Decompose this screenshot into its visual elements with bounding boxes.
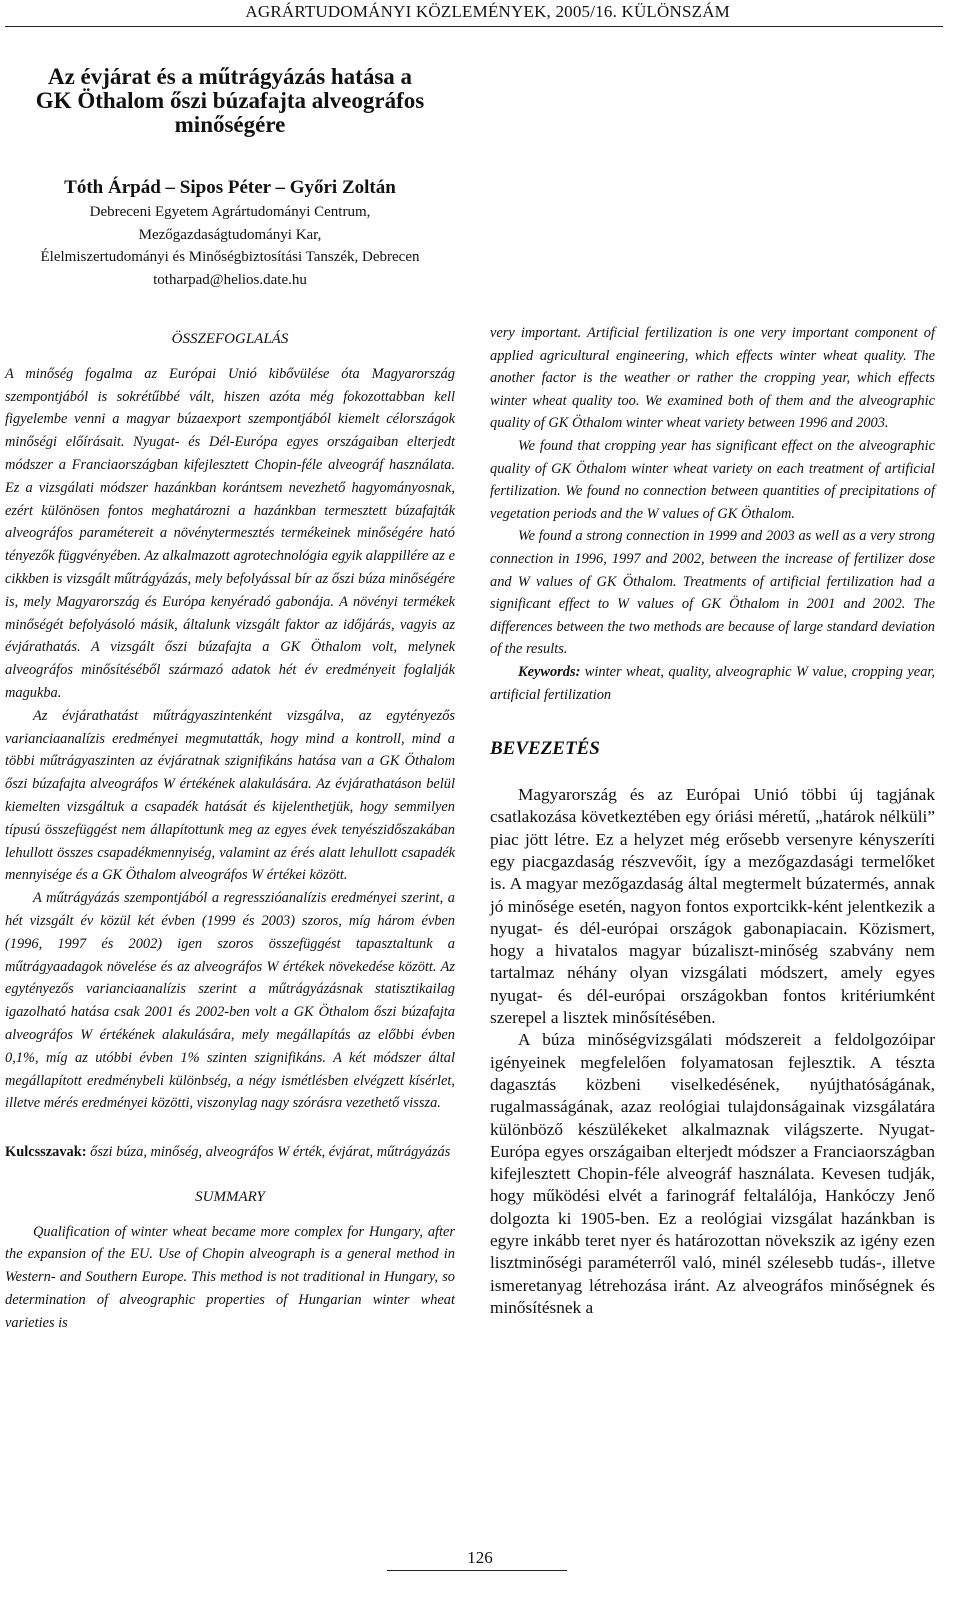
header-rule: [5, 26, 943, 27]
running-header: AGRÁRTUDOMÁNYI KÖZLEMÉNYEK, 2005/16. KÜLÖNSZÁM: [245, 2, 730, 21]
author-email: totharpad@helios.date.hu: [153, 271, 307, 288]
summary-paragraph: very important. Artificial fertilization is one very important component of applied agricultural engineering, which effects winter wheat quality. The another factor is the weather or rather the cropping year, which effects winter wheat quality too. We examined both of them and the alveographic quality of GK Öthalom winter wheat variety between 1996 and 2003.: [490, 325, 935, 432]
affiliation-line: Mezőgazdaságtudományi Kar,: [138, 226, 322, 243]
title-block: [0, 65, 460, 291]
abstract-paragraph: Az évjárathatást műtrágyaszintenként vizsgálva, az egytényezős varianciaanalízis eredményei megmutatták, hogy mind a kontroll, mind a többi műtrágyaszinten az évjáratnak szignifikáns hatása van a GK Öthalom őszi búzafajta alveográfos W értékének alakulására. Az évjárathatáson belül kiemelten vizsgáltuk a csapadék hatását és kijelenthetjük, hogy semmilyen típusú összefüggést nem állapítottunk meg az egyes évek tenyészidőszakában lehullott összes csapadékmennyiség, valamint az érés alatt lehullott csapadék mennyisége és a GK Öthalom alveográfos W értékei között.: [5, 707, 455, 884]
affiliation-line: Élelmiszertudományi és Minőségbiztosítási Tanszék, Debrecen: [40, 249, 420, 265]
en-keywords: [490, 661, 935, 706]
keywords-text: őszi búza, minőség, alveográfos W érték, évjárat, műtrágyázás: [86, 1144, 451, 1161]
abstract-paragraph: A minőség fogalma az Európai Unió kibővülése óta Magyarország szempontjából is sokrétűbbé vált, hiszen azóta még fokozottabban kell figyelembe venni a magyar búzaexport szempontjából kiemelt célországok minőségi előírásait. Nyugat- és Dél-Európa egyes országaiban elterjedt módszer a Franciaországban kifejlesztett Chopin-féle alveográf használata. Ez a vizsgálati módszer hazánkban korántsem nevezhető hagyományosnak, ezért különösen fontos meghatározni a hazánkban termesztett búzafajták alveográfos paramétereit a növénytermesztés termékeinek minőségére ható tényezők függvényében. Az alkalmazott agrotechnológia egyik alappillére az e cikkben is vizsgált műtrágyázás, mely befolyással bír az őszi búza minőségére is, mely Magyarország és Európa kenyéradó gabonája. A növényi termékek minőségét befolyásoló másik, általunk vizsgált faktor az időjárás, vagyis az évjárathatás. A vizsgált őszi búzafajta a GK Öthalom volt, melynek alveográfos minősítéséből származó adatok hét év eredményeit foglalják magukba.: [5, 365, 455, 701]
keywords-label: Keywords:: [518, 663, 581, 680]
intro-paragraph: Magyarország és az Európai Unió többi új tagjának csatlakozása következtében egy óriási méretű, „határok nélküli” piac jött létre. Ez a helyzet még erősebb versenyre kényszeríti egy piacgazdaság részvevőit, így a mezőgazdasági termelőket is. A magyar mezőgazdaság által megtermelt búzatermés, annak jó minősége esetén, nagyon fontos exportcikk-ként jelentkezik a nyugat- és dél-európai országok gabonapiacain. Közismert, hogy a hivatalos magyar búzaliszt-minőség szabvány nem tartalmaz néhány olyan vizsgálati módszert, amely egyes nyugat- és dél-európai országokban fontos kritériumként szerepel a lisztek minősítésében.: [490, 785, 935, 1028]
hu-keywords: [5, 1141, 455, 1164]
keywords-text: winter wheat, quality, alveographic W value, cropping year, artificial fertilization: [490, 663, 935, 703]
summary-continued: [490, 322, 935, 706]
summary-paragraph: We found a strong connection in 1999 and 2003 as well as a very strong connection in 1996, 1997 and 2002, between the increase of fertilizer dose and W values of GK Öthalom. Treatments of artificial fertilization had a significant effect to W values of GK Öthalom in 2001 and 2002. The differences between the two methods are because of large standard deviation of the results.: [490, 528, 935, 658]
title-line: minőségére: [174, 112, 286, 137]
affiliation-line: Debreceni Egyetem Agrártudományi Centrum,: [89, 204, 371, 220]
summary-paragraph: We found that cropping year has significant effect on the alveographic quality of GK Öthalom winter wheat variety on each treatment of artificial fertilization. We found no connection between quantities of precipitations of vegetation periods and the W values of GK Öthalom.: [490, 437, 935, 522]
article-title: [0, 65, 460, 137]
footer-rule: [387, 1570, 567, 1571]
osszefoglalas-heading: ÖSSZEFOGLALÁS: [171, 331, 289, 347]
intro-paragraph: A búza minőségvizsgálati módszereit a feldolgozóipar igényeinek megfelelően folyamatosan fejlesztik. A tészta dagasztás közbeni viselkedésének, nyújthatóságának, rugalmasságának, azaz reológiai tulajdonságainak vizsgálatára különböző készülékeket alkalmaznak világszerte. Nyugat-Európa egyes országaiban elterjedt módszer a Franciaországban kifejlesztett Chopin-féle alveográf használata. Kevesen tudják, hogy működési elvét a farinográf feltalálója, Hankóczy Jenő dolgozta ki 1905-ben. Ez a reológiai vizsgálat hazánkban is egyre inkább teret nyer és határozottan növekszik az igény ezen lisztminőségi paraméterről való, minél szélesebb tudás-, illetve ismeretanyag létrehozása iránt. Az alveográfos minőségnek és minősítésnek a: [490, 1030, 935, 1317]
right-column: [490, 322, 935, 1319]
keywords-label: Kulcsszavak:: [5, 1144, 87, 1161]
summary-paragraph: Qualification of winter wheat became more complex for Hungary, after the expansion of the EU. Use of Chopin alveograph is a general method in Western- and Southern Europe. This method is not traditional in Hungary, so determination of alveographic properties of Hungarian winter wheat varieties is: [5, 1223, 455, 1331]
abstract-paragraph: A műtrágyázás szempontjából a regresszióanalízis eredményei szerint, a hét vizsgált év közül két évben (1999 és 2003) szoros, míg három évben (1996, 1997 és 2002) igen szoros összefüggést tapasztaltunk a műtrágyaadagok növelése és az alveográfos W értékek növekedése között. Az egytényezős varianciaanalízis szerint a műtrágyázásnak statisztikailag igazolható hatása csak 2001 és 2002-ben volt a GK Öthalom őszi búzafajta alveográfos W értékének alakulására, mely megállapítás az előbbi évben 0,1%, míg az utóbbi évben 1% szinten szignifikáns. A két módszer által megállapított eredménybeli különbség, a négy ismétlésben elvégzett kísérlet, illetve mérés eredményei közötti, viszonylag nagy szórásra vezethető vissza.: [5, 890, 455, 1112]
title-line: Az évjárat és a műtrágyázás hatása a: [47, 64, 413, 89]
bevezetes-heading: BEVEZETÉS: [490, 738, 600, 760]
page-number: 126: [467, 1548, 493, 1567]
affiliation: [0, 201, 460, 291]
left-column: [5, 328, 455, 1335]
summary-heading: SUMMARY: [195, 1188, 265, 1205]
intro-body: [490, 784, 935, 1319]
title-line: GK Öthalom őszi búzafajta alveográfos: [35, 88, 425, 113]
authors: Tóth Árpád – Sipos Péter – Győri Zoltán: [64, 177, 396, 198]
